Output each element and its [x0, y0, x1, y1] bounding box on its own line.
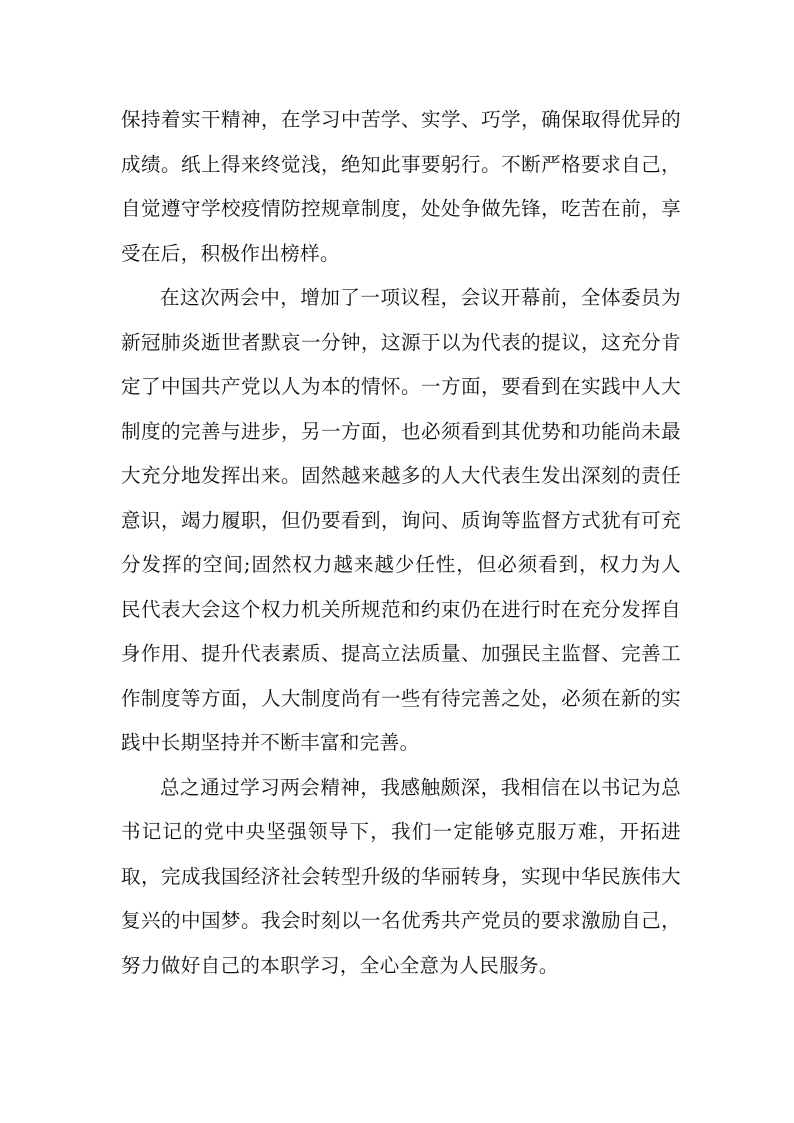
paragraph-continuation: 保持着实干精神，在学习中苦学、实学、巧学，确保取得优异的成绩。纸上得来终觉浅，绝知此事要躬行。不断严格要求自己，自觉遵守学校疫情防控规章制度，处处争做先锋，吃苦在前，享受在后，积极作出榜样。 [121, 108, 681, 265]
paragraph-two-sessions-agenda: 在这次两会中，增加了一项议程，会议开幕前，全体委员为新冠肺炎逝世者默哀一分钟，这源于以为代表的提议，这充分肯定了中国共产党以人为本的情怀。一方面，要看到在实践中人大制度的完善与进步，另一方面，也必须看到其优势和功能尚未最大充分地发挥出来。固然越来越多的人大代表生发出深刻的责任意识，竭力履职，但仍要看到，询问、质询等监督方式犹有可充分发挥的空间;固然权力越来越少任性，但必须看到，权力为人民代表大会这个权力机关所规范和约束仍在进行时在充分发挥自身作用、提升代表素质、提高立法质量、加强民主监督、完善工作制度等方面，人大制度尚有一些有待完善之处，必须在新的实践中长期坚持并不断丰富和完善。 [121, 286, 681, 754]
paragraph-conclusion: 总之通过学习两会精神，我感触颇深，我相信在以书记为总书记记的党中央坚强领导下，我们一定能够克服万难，开拓进取，完成我国经济社会转型升级的华丽转身，实现中华民族伟大复兴的中国梦。我会时刻以一名优秀共产党员的要求激励自己，努力做好自己的本职学习，全心全意为人民服务。 [121, 775, 681, 977]
document-body [121, 98, 681, 988]
